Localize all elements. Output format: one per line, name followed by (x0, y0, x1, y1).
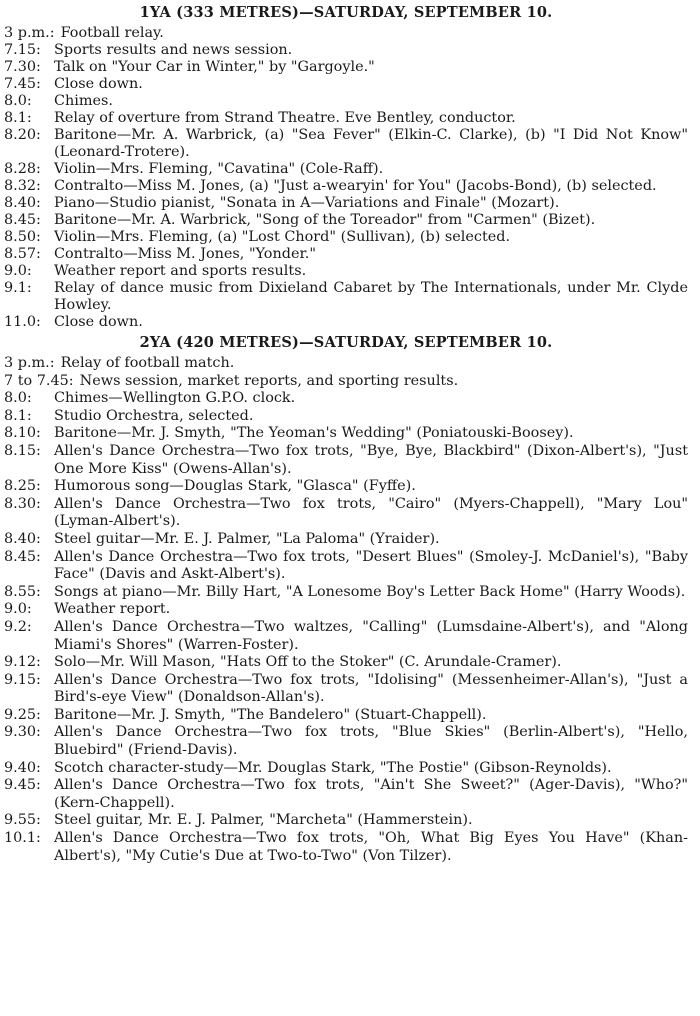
entry-time: 8.32: (4, 178, 41, 194)
entry-description: Relay of dance music from Dixieland Cabaret by The Internationals, under Mr. Clyde Howley. (54, 280, 688, 313)
entry-time: 8.28: (4, 161, 41, 177)
programme-entry (4, 263, 688, 280)
station-1ya-section (4, 3, 688, 331)
entry-description: Baritone—Mr. A. Warbrick, (a) "Sea Fever" (Elkin-C. Clarke), (b) "I Did Not Know" (Leonard-Trotere). (54, 127, 688, 160)
entry-description: Relay of overture from Strand Theatre. Eve Bentley, conductor. (54, 110, 516, 126)
programme-entry (4, 531, 688, 549)
programme-entry (4, 280, 688, 314)
programme-entry (4, 161, 688, 178)
entry-time: 8.45: (4, 212, 41, 228)
programme-entry (4, 59, 688, 76)
programme-entry (4, 619, 688, 654)
entry-description: Songs at piano—Mr. Billy Hart, "A Lonesome Boy's Letter Back Home" (Harry Woods). (54, 583, 686, 600)
entry-description: Weather report and sports results. (54, 263, 307, 279)
entry-description: Steel guitar—Mr. E. J. Palmer, "La Paloma" (Yraider). (54, 530, 440, 547)
entry-time: 9.25: (4, 706, 41, 723)
programme-entry (4, 724, 688, 759)
entry-description: Contralto—Miss M. Jones, "Yonder." (54, 246, 316, 262)
entry-time: 8.50: (4, 229, 41, 245)
entry-time: 7 to 7.45: (4, 372, 74, 389)
entry-description: Relay of football match. (60, 355, 235, 371)
programme-entry (4, 390, 688, 408)
entry-time: 9.30: (4, 724, 41, 741)
entry-description: Allen's Dance Orchestra—Two fox trots, "Bye, Bye, Blackbird" (Dixon-Albert's), "Just One More Kiss" (Owens-Allan's). (54, 442, 688, 477)
entry-description: Steel guitar, Mr. E. J. Palmer, "Marcheta" (Hammerstein). (54, 812, 473, 829)
programme-entry (4, 601, 688, 619)
entry-time: 8.10: (4, 425, 41, 442)
entry-time: 11.0: (4, 314, 41, 330)
entry-description: Violin—Mrs. Fleming, (a) "Lost Chord" (Sullivan), (b) selected. (54, 229, 511, 245)
entry-description: Allen's Dance Orchestra—Two fox trots, "Oh, What Big Eyes You Have" (Khan-Albert's), "My Cutie's Due at Two-to-Two" (Von Tilzer). (54, 830, 688, 864)
entry-description: Allen's Dance Orchestra—Two fox trots, "Cairo" (Myers-Chappell), "Mary Lou" (Lyman-Albert's). (54, 495, 688, 530)
programme-entry (4, 355, 688, 373)
programme-entry (4, 707, 688, 725)
entry-time: 7.45: (4, 76, 41, 92)
entry-time: 9.0: (4, 601, 32, 618)
entry-description: Allen's Dance Orchestra—Two fox trots, "Idolising" (Messenheimer-Allan's), "Just a Bird's-eye View" (Donaldson-Allan's). (54, 671, 688, 706)
entry-time: 9.15: (4, 671, 41, 688)
programme-entry (4, 496, 688, 531)
entry-time: 10.1: (4, 830, 41, 847)
entry-time: 8.25: (4, 478, 41, 495)
entry-description: Allen's Dance Orchestra—Two fox trots, "Blue Skies" (Berlin-Albert's), "Hello, Bluebird" (Friend-Davis). (54, 724, 688, 759)
entry-description: Talk on "Your Car in Winter," by "Gargoyle." (54, 59, 375, 75)
programme-entry (4, 373, 688, 391)
programme-entry (4, 549, 688, 584)
entry-time: 9.0: (4, 263, 32, 279)
entry-time: 8.1: (4, 110, 32, 126)
programme-entry (4, 314, 688, 331)
entry-time: 8.30: (4, 495, 41, 512)
entry-time: 7.15: (4, 42, 41, 58)
entry-time: 8.0: (4, 93, 32, 109)
entry-description: Piano—Studio pianist, "Sonata in A—Variations and Finale" (Mozart). (54, 195, 560, 211)
entry-time: 9.55: (4, 812, 41, 829)
programme-entry (4, 584, 688, 602)
section-heading: 1YA (333 METRES)—SATURDAY, SEPTEMBER 10. (139, 4, 553, 21)
entry-description: Close down. (54, 76, 143, 92)
entry-description: Baritone—Mr. J. Smyth, "The Yeoman's Wedding" (Poniatouski-Boosey). (54, 425, 574, 442)
entry-time: 8.45: (4, 548, 41, 565)
programme-entry (4, 812, 688, 830)
programme-entry (4, 212, 688, 229)
programme-entry (4, 110, 688, 127)
entry-description: Baritone—Mr. A. Warbrick, "Song of the Toreador" from "Carmen" (Bizet). (54, 212, 596, 228)
entry-description: News session, market reports, and sporting results. (79, 372, 459, 389)
programme-entry (4, 408, 688, 426)
entry-time: 8.40: (4, 530, 41, 547)
entry-time: 9.12: (4, 654, 41, 671)
entry-time: 7.30: (4, 59, 41, 75)
entry-time: 3 p.m.: (4, 25, 55, 41)
programme-entry (4, 443, 688, 478)
entry-description: Solo—Mr. Will Mason, "Hats Off to the Stoker" (C. Arundale-Cramer). (54, 654, 562, 671)
programme-entry (4, 178, 688, 195)
programme-entry (4, 25, 688, 42)
programme-entry (4, 478, 688, 496)
station-2ya-section (4, 333, 688, 865)
entry-description: Allen's Dance Orchestra—Two fox trots, "Desert Blues" (Smoley-J. McDaniel's), "Baby Face" (Davis and Askt-Albert's). (54, 548, 688, 583)
entry-description: Scotch character-study—Mr. Douglas Stark, "The Postie" (Gibson-Reynolds). (54, 759, 612, 776)
entry-description: Chimes—Wellington G.P.O. clock. (54, 390, 296, 407)
entry-time: 9.1: (4, 280, 32, 296)
entry-time: 9.2: (4, 618, 32, 635)
programme-entry (4, 654, 688, 672)
entry-time: 3 p.m.: (4, 355, 55, 371)
entry-time: 8.20: (4, 127, 41, 143)
entry-time: 8.0: (4, 390, 32, 407)
entry-description: Humorous song—Douglas Stark, "Glasca" (Fyffe). (54, 478, 416, 495)
entry-description: Baritone—Mr. J. Smyth, "The Bandelero" (Stuart-Chappell). (54, 706, 487, 723)
entry-time: 9.40: (4, 759, 41, 776)
programme-entry (4, 830, 688, 865)
programme-entry (4, 777, 688, 812)
entry-description: Contralto—Miss M. Jones, (a) "Just a-wearyin' for You" (Jacobs-Bond), (b) selected. (54, 178, 657, 194)
programme-entry (4, 229, 688, 246)
programme-list (4, 355, 688, 865)
entry-description: Allen's Dance Orchestra—Two fox trots, "Ain't She Sweet?" (Ager-Davis), "Who?" (Kern-Chappell). (54, 777, 688, 811)
programme-entry (4, 425, 688, 443)
programme-entry (4, 93, 688, 110)
programme-list (4, 25, 688, 331)
entry-description: Football relay. (60, 25, 164, 41)
entry-description: Studio Orchestra, selected. (54, 407, 254, 424)
entry-description: Chimes. (54, 93, 114, 109)
programme-entry (4, 42, 688, 59)
entry-time: 8.40: (4, 195, 41, 211)
programme-entry (4, 760, 688, 778)
entry-description: Close down. (54, 314, 143, 330)
entry-description: Sports results and news session. (54, 42, 293, 58)
entry-time: 8.57: (4, 246, 41, 262)
entry-time: 8.1: (4, 407, 32, 424)
programme-entry (4, 246, 688, 263)
programme-entry (4, 195, 688, 212)
programme-entry (4, 127, 688, 161)
entry-description: Allen's Dance Orchestra—Two waltzes, "Calling" (Lumsdaine-Albert's), and "Along Miami's Shores" (Warren-Foster). (54, 618, 688, 653)
programme-entry (4, 672, 688, 707)
entry-time: 8.55: (4, 583, 41, 600)
entry-time: 9.45: (4, 777, 41, 794)
programme-entry (4, 76, 688, 93)
entry-time: 8.15: (4, 442, 41, 459)
entry-description: Violin—Mrs. Fleming, "Cavatina" (Cole-Raff). (54, 161, 384, 177)
section-heading: 2YA (420 METRES)—SATURDAY, SEPTEMBER 10. (139, 334, 553, 351)
entry-description: Weather report. (54, 601, 171, 618)
